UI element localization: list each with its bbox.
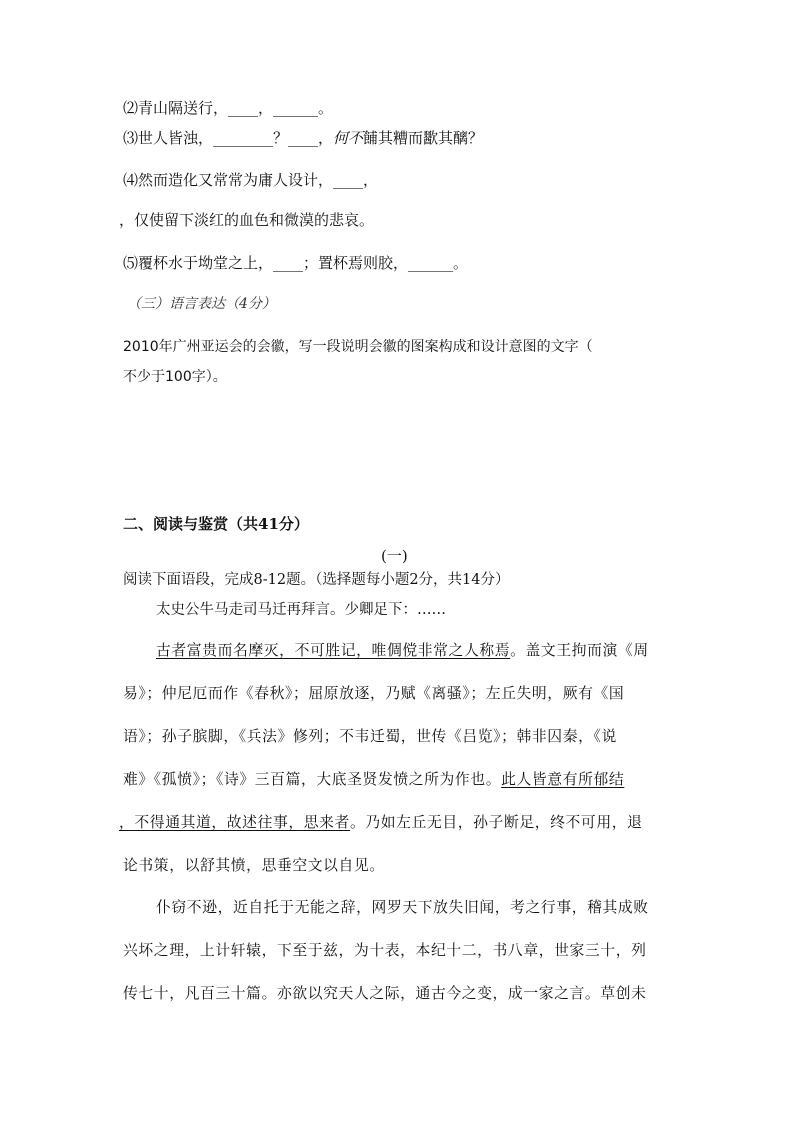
fill-in-item-5: ⑸覆杯水于坳堂之上，____；置杯焉则胶，______。 — [123, 254, 469, 272]
passage-para1-line5 — [119, 813, 643, 833]
fill-in-item-4-line2: ，仅使留下淡红的血色和微漠的悲哀。 — [119, 211, 375, 229]
expression-prompt-line2: 不少于100字）。 — [123, 369, 227, 385]
para1-line4-plain: 难》《孤愤》；《诗》三百篇，大底圣贤发愤之所为作也。 — [123, 771, 502, 788]
passage-para2-line3: 传七十，凡百三十篇。亦欲以究天人之际，通古今之变，成一家之言。草创未 — [123, 985, 647, 1002]
passage-para2-line1: 仆窃不逊，近自托于无能之辞，网罗天下放失旧闻，考之行事，稽其成败 — [156, 899, 649, 916]
para1-line1-rest: 。盖文王拘而演《周 — [510, 642, 649, 659]
fill-in-item-2: ⑵青山隔送行，____，______。 — [123, 99, 334, 117]
para1-line5-rest: 。乃如左丘无目，孙子断足，终不可用，退 — [349, 814, 643, 831]
underlined-sentence-2-end: ，不得通其道，故述往事，思来者 — [119, 814, 350, 831]
section-2-sub-heading: (一) — [381, 547, 408, 565]
fill-in-item-3-text: ⑶世人皆浊，________？____， — [123, 129, 334, 147]
passage-para1-line6: 论书策，以舒其愤，思垂空文以自见。 — [123, 857, 385, 874]
passage-para1-line4 — [123, 770, 624, 790]
fill-in-item-3-italic: 何不 — [333, 129, 364, 147]
fill-in-item-3-end: 餔其糟而歠其醨？ — [363, 129, 484, 147]
passage-para1-line1 — [156, 641, 649, 661]
passage-para1-line2: 易》；仲尼厄而作《春秋》；屈原放逐，乃赋《离骚》；左丘失明，厥有《国 — [123, 685, 625, 702]
reading-instruction: 阅读下面语段，完成8-12题。（选择题每小题2分，共14分） — [123, 572, 510, 588]
underlined-sentence-1: 古者富贵而名摩灭，不可胜记，唯倜傥非常之人称焉 — [156, 642, 511, 659]
fill-in-item-4-line1: ⑷然而造化又常常为庸人设计，____， — [123, 171, 379, 189]
passage-opening: 太史公牛马走司马迁再拜言。少卿足下：…… — [156, 602, 446, 618]
expression-prompt-line1: 2010年广州亚运会的会徽，写一段说明会徽的图案构成和设计意图的文字（ — [123, 339, 593, 355]
underlined-sentence-2-start: 此人皆意有所郁结 — [501, 771, 625, 788]
section-2-heading: 二、阅读与鉴赏（共41分） — [123, 515, 309, 533]
passage-para2-line2: 兴坏之理，上计轩辕，下至于兹，为十表，本纪十二，书八章，世家三十，列 — [123, 942, 647, 959]
expression-heading: （三）语言表达（4分） — [127, 296, 276, 312]
passage-para1-line3: 语》；孙子膑脚，《兵法》修列；不韦迁蜀，世传《吕览》；韩非囚秦，《说 — [123, 728, 617, 745]
fill-in-item-3 — [123, 128, 483, 148]
